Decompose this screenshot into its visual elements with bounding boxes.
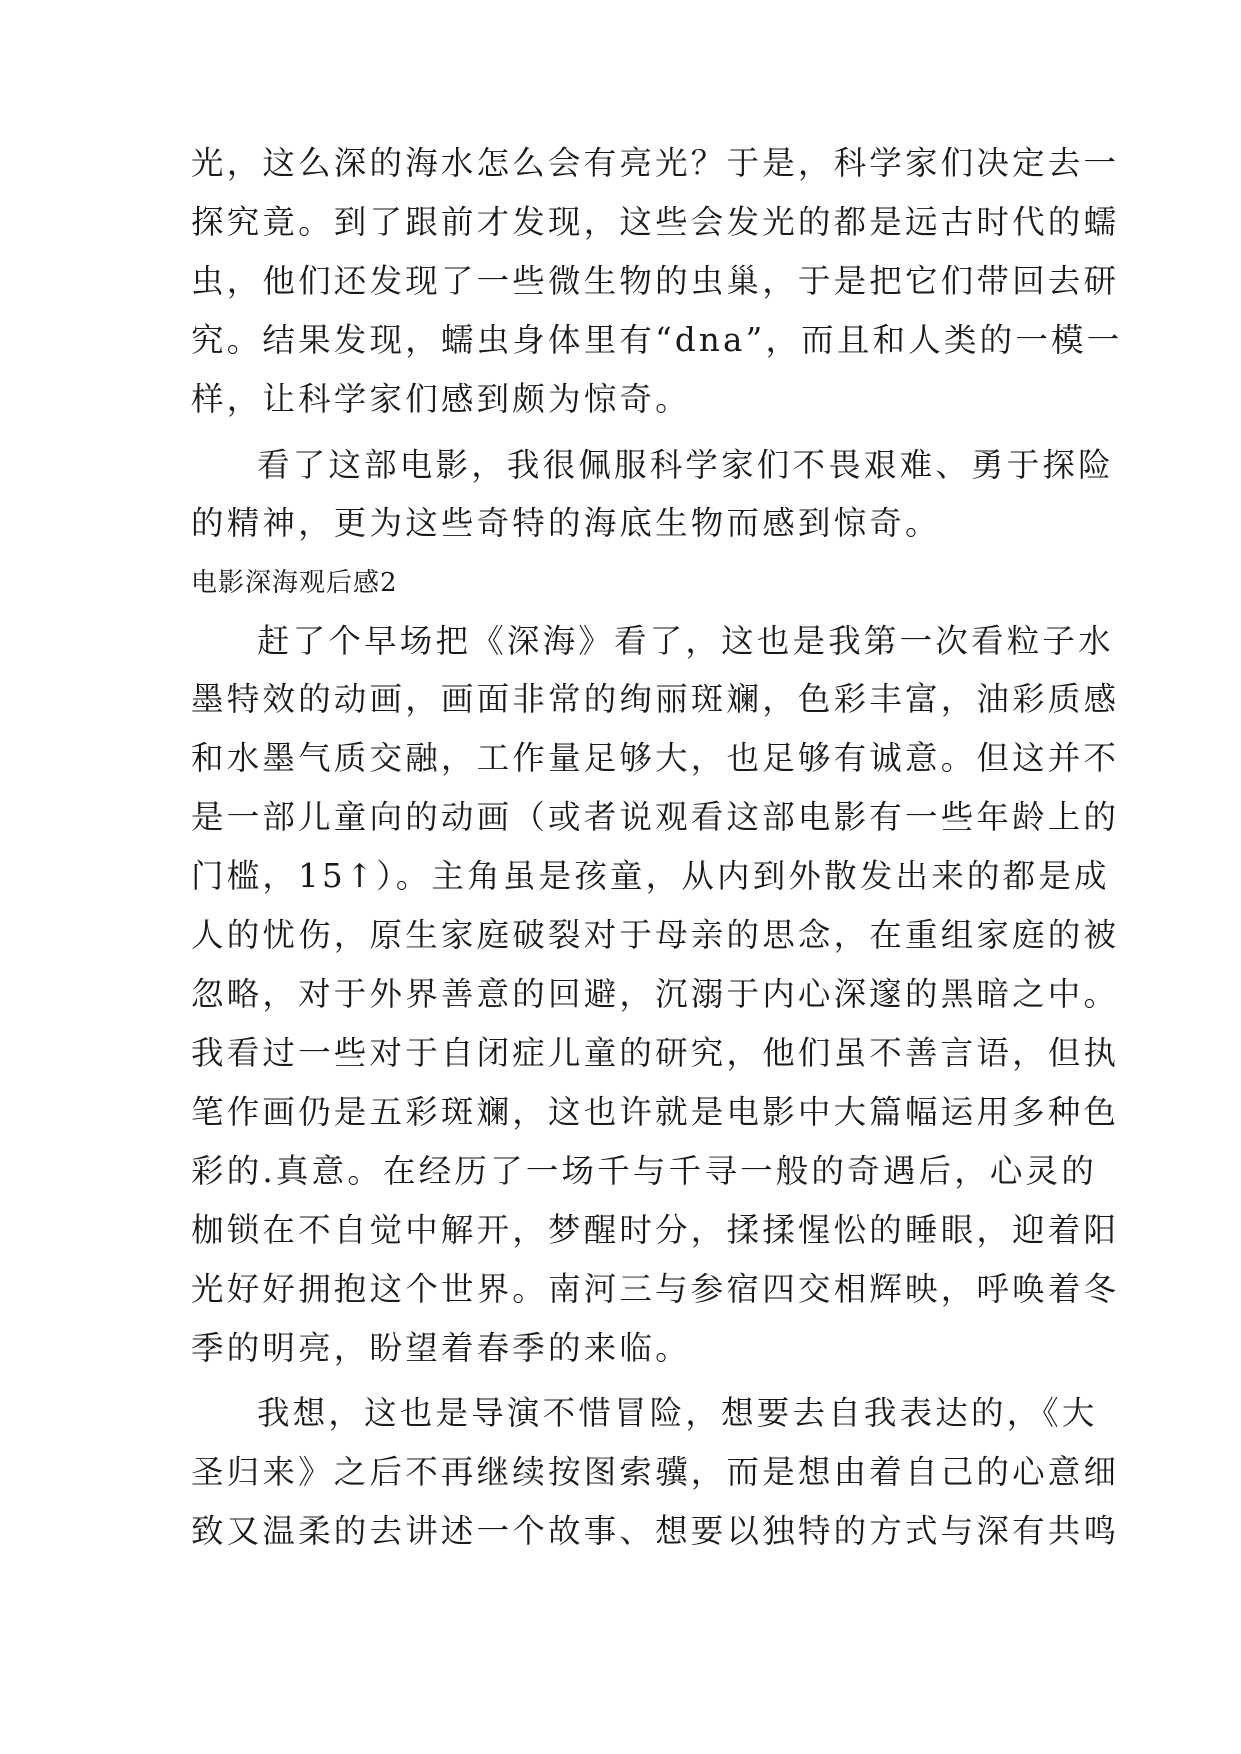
text-line: 光，这么深的海水怎么会有亮光？于是，科学家们决定去一 <box>191 144 1120 182</box>
text-line: 忽略，对于外界善意的回避，沉溺于内心深邃的黑暗之中。 <box>191 975 1120 1013</box>
text-line: 致又温柔的去讲述一个故事、想要以独特的方式与深有共鸣 <box>191 1512 1120 1550</box>
text-line: 的精神，更为这些奇特的海底生物而感到惊奇。 <box>191 504 941 542</box>
text-line: 光好好拥抱这个世界。南河三与参宿四交相辉映，呼唤着冬 <box>191 1270 1120 1308</box>
paragraph-first-line: 我想，这也是导演不惜冒险，想要去自我表达的，《大 <box>257 1394 1098 1432</box>
text-line: 笔作画仍是五彩斑斓，这也许就是电影中大篇幅运用多种色 <box>191 1093 1120 1131</box>
paragraph-first-line: 赶了个早场把《深海》看了，这也是我第一次看粒子水 <box>257 622 1114 660</box>
text-line: 探究竟。到了跟前才发现，这些会发光的都是远古时代的蠕 <box>191 203 1120 241</box>
paragraph-first-line: 看了这部电影，我很佩服科学家们不畏艰难、勇于探险 <box>257 446 1114 484</box>
text-line: 虫，他们还发现了一些微生物的虫巢，于是把它们带回去研 <box>191 262 1120 300</box>
text-line: 人的忧伤，原生家庭破裂对于母亲的思念，在重组家庭的被 <box>191 916 1120 954</box>
text-line: 是一部儿童向的动画（或者说观看这部电影有一些年龄上的 <box>191 798 1120 836</box>
text-line: 彩的.真意。在经历了一场千与千寻一般的奇遇后，心灵的 <box>191 1152 1098 1190</box>
text-line: 样，让科学家们感到颇为惊奇。 <box>191 380 691 418</box>
text-line: 门槛，15↑）。主角虽是孩童，从内到外散发出来的都是成 <box>191 857 1110 895</box>
section-heading: 电影深海观后感2 <box>191 568 398 598</box>
text-line: 墨特效的动画，画面非常的绚丽斑斓，色彩丰富，油彩质感 <box>191 680 1120 718</box>
text-line: 我看过一些对于自闭症儿童的研究，他们虽不善言语，但执 <box>191 1034 1120 1072</box>
text-line: 枷锁在不自觉中解开，梦醒时分，揉揉惺忪的睡眼，迎着阳 <box>191 1211 1120 1249</box>
text-line: 和水墨气质交融，工作量足够大，也足够有诚意。但这并不 <box>191 739 1120 777</box>
text-line: 季的明亮，盼望着春季的来临。 <box>191 1329 691 1367</box>
text-line: 究。结果发现，蠕虫身体里有“dna”，而且和人类的一模一 <box>191 321 1123 359</box>
text-line: 圣归来》之后不再继续按图索骥，而是想由着自己的心意细 <box>191 1453 1120 1491</box>
